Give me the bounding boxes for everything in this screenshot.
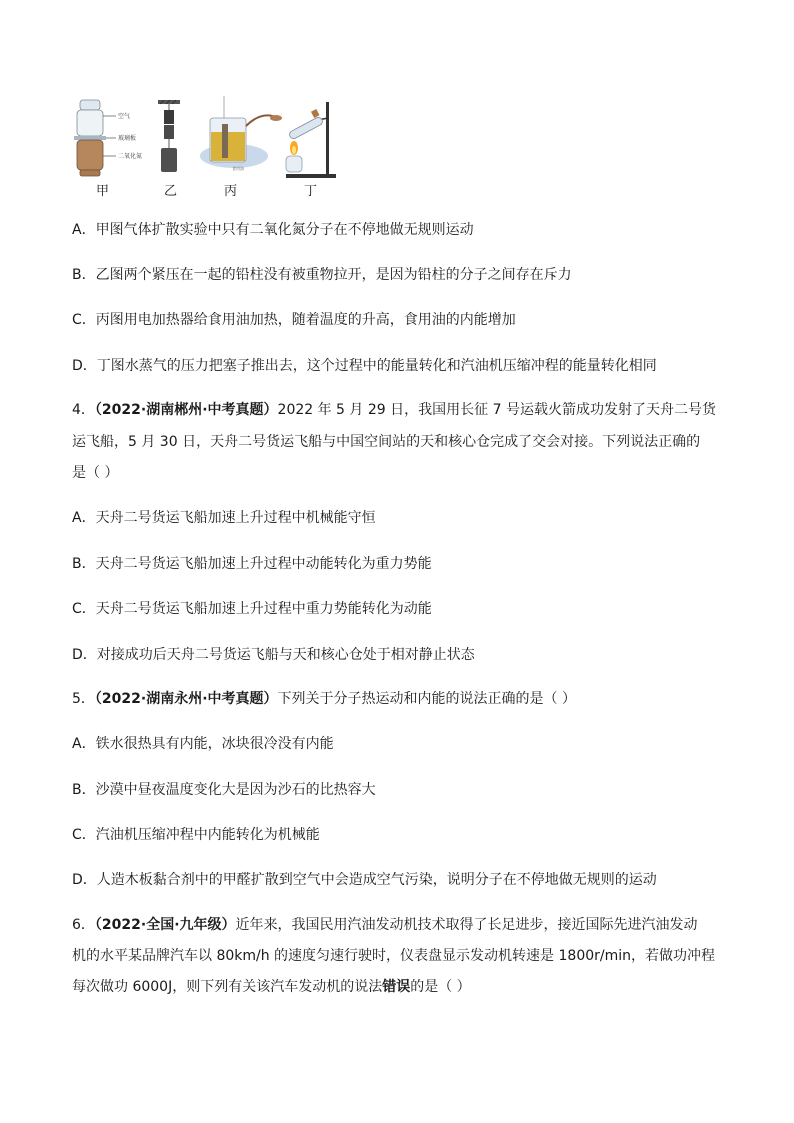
q4-stem-text: 2022 年 5 月 29 日，我国用长征 7 号运载火箭成功发射了天舟二号货 bbox=[277, 402, 716, 418]
figure-label-jia: 甲 bbox=[96, 184, 110, 199]
q6-stem-text: 近年来，我国民用汽油发动机技术取得了长足进步，接近国际先进汽油发动 bbox=[235, 917, 698, 933]
figure-label-ding: 丁 bbox=[304, 184, 318, 199]
q5-option-d: D．人造木板黏合剂中的甲醛扩散到空气中会造成空气污染，说明分子在不停地做无规则的运动 bbox=[72, 872, 657, 888]
figure-label-bing: 丙 bbox=[224, 184, 238, 199]
no2-label: 二氧化氮 bbox=[118, 153, 143, 160]
q6-number: 6． bbox=[72, 917, 95, 933]
q3-option-d: D．丁图水蒸气的压力把塞子推出去，这个过程中的能量转化和汽油机压缩冲程的能量转化相同 bbox=[72, 358, 657, 374]
q3-option-c: C．丙图用电加热器给食用油加热，随着温度的升高，食用油的内能增加 bbox=[72, 312, 516, 328]
experiment-figure bbox=[72, 96, 362, 200]
experiment-illustration bbox=[72, 96, 362, 200]
lead-columns-drawing bbox=[158, 100, 180, 172]
test-tube-stand-drawing bbox=[286, 102, 336, 178]
q3-option-a: A．甲图气体扩散实验中只有二氧化氮分子在不停地做无规则运动 bbox=[72, 222, 474, 238]
q5-option-c: C．汽油机压缩冲程中内能转化为机械能 bbox=[72, 827, 320, 843]
cooking-oil-tag: 食用油 bbox=[232, 166, 244, 171]
q5-stem-text: 下列关于分子热运动和内能的说法正确的是（ ） bbox=[277, 691, 576, 707]
q4-source: （2022·湖南郴州·中考真题） bbox=[94, 402, 278, 418]
diffusion-jars-drawing bbox=[74, 100, 116, 176]
q4-stem-line-1 bbox=[72, 400, 716, 420]
q3-option-b: B．乙图两个紧压在一起的铅柱没有被重物拉开，是因为铅柱的分子之间存在斥力 bbox=[72, 267, 572, 283]
q6-stem-text-a: 每次做功 6000J，则下列有关该汽车发动机的说法 bbox=[72, 979, 383, 995]
q6-stem-text-c: 的是（ ） bbox=[410, 979, 471, 995]
q4-stem-line-3: 是（ ） bbox=[72, 465, 119, 481]
q5-option-b: B．沙漠中昼夜温度变化大是因为沙石的比热容大 bbox=[72, 782, 376, 798]
q5-option-a: A．铁水很热具有内能，冰块很冷没有内能 bbox=[72, 736, 334, 752]
q6-emphasis-wrong: 错误 bbox=[382, 979, 411, 995]
q4-number: 4． bbox=[72, 402, 95, 418]
q6-stem-line-1 bbox=[72, 915, 698, 935]
q4-option-a: A．天舟二号货运飞船加速上升过程中机械能守恒 bbox=[72, 510, 376, 526]
q4-stem-line-2: 运飞船，5 月 30 日，天舟二号货运飞船与中国空间站的天和核心仓完成了交会对接。下列说法正确的 bbox=[72, 434, 701, 450]
q5-source: （2022·湖南永州·中考真题） bbox=[94, 691, 278, 707]
figure-label-yi: 乙 bbox=[164, 184, 178, 199]
q6-source: （2022·全国·九年级） bbox=[94, 917, 236, 933]
air-label: 空气 bbox=[118, 113, 131, 120]
beaker-heater-drawing bbox=[200, 96, 282, 171]
q6-stem-line-2: 机的水平某品牌汽车以 80km/h 的速度匀速行驶时，仪表盘显示发动机转速是 1800r/min，若做功冲程 bbox=[72, 948, 715, 964]
q5-stem bbox=[72, 689, 576, 709]
q4-option-c: C．天舟二号货运飞船加速上升过程中重力势能转化为动能 bbox=[72, 601, 432, 617]
q5-number: 5． bbox=[72, 691, 95, 707]
q4-option-b: B．天舟二号货运飞船加速上升过程中动能转化为重力势能 bbox=[72, 556, 432, 572]
q4-option-d: D．对接成功后天舟二号货运飞船与天和核心仓处于相对静止状态 bbox=[72, 647, 475, 663]
q6-stem-line-3 bbox=[72, 977, 471, 997]
glass-plate-label: 玻璃板 bbox=[118, 135, 137, 142]
